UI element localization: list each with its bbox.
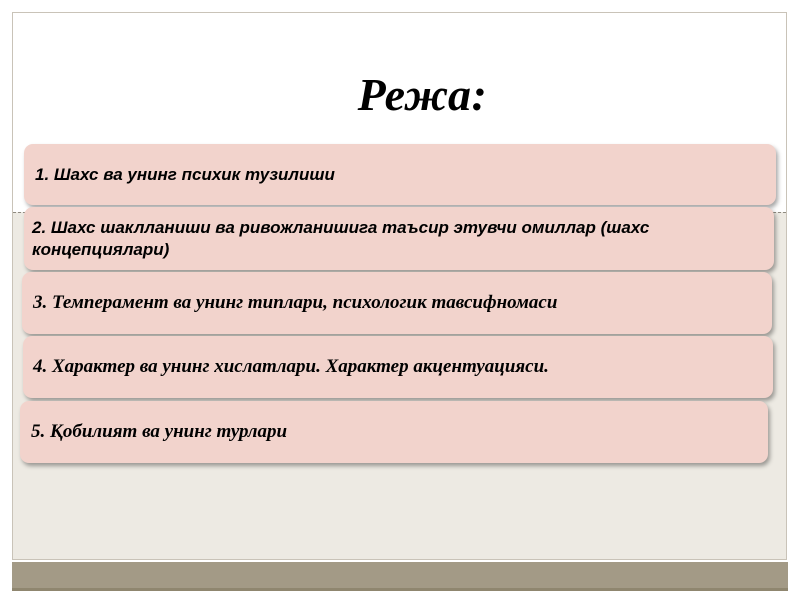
plan-item-2-text: 2. Шахс шаклланиши ва ривожланишига таъсир этувчи омиллар (шахс концепциялари)	[32, 217, 650, 259]
plan-item-5-text: 5. Қобилият ва унинг турлари	[31, 421, 288, 442]
plan-item-1	[24, 144, 776, 205]
bottom-bar	[12, 562, 788, 588]
plan-item-3	[22, 272, 772, 334]
bottom-bar-shade	[12, 588, 788, 591]
plan-item-5	[20, 401, 768, 463]
slide-title: Режа:	[357, 69, 488, 120]
plan-item-4	[23, 336, 773, 398]
plan-item-4-text: 4. Характер ва унинг хислатлари. Характер акцентуацияси.	[33, 356, 549, 377]
plan-item-3-text: 3. Темперамент ва унинг типлари, психологик тавсифномаси	[33, 292, 558, 313]
plan-item-2	[24, 207, 774, 270]
plan-item-1-text: 1. Шахс ва унинг психик тузилиши	[35, 164, 335, 184]
